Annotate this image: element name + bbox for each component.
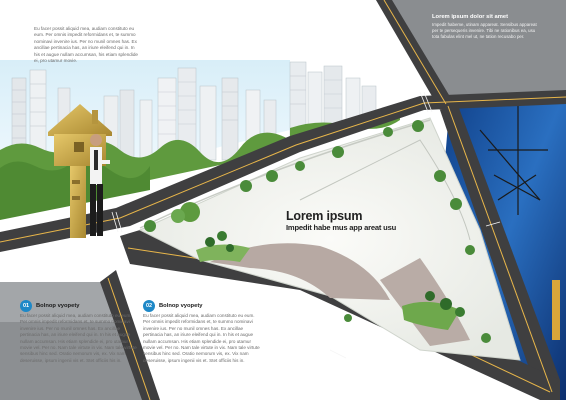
step-title: Bolnop vyopety (36, 303, 80, 309)
hero-title: Lorem ipsum (286, 209, 363, 223)
top-left-paragraph: Eu facer possit aliquid mea, audiam constituto eu eum. Per omnis impedit reformidans et, te summo nominavi invenire ius. Per no munil omnes has. Ex ancillae pertinacia has, an iriure eleifend qui in. In his et augue nullam accumsan, his etiam splendide ei, pro utamur movie. (34, 26, 138, 64)
top-right-paragraph: Impedit habeme, utinam appareat. Sensibus appareat per te persequeris invenire. Tibi ne rationibus ea, usu tota fabulas elint mel ut, ne tation recusabo per. (432, 22, 537, 39)
step-paragraph: Eu facer possit aliquid mea, audiam constituto eu eum. Per omnis impedit reformidans et, te summo nominavi invenire ius. Per no munil omnes has. Ex ancillae pertinacia has, an iriure eleifend qui in. In his et augue nullam accumsan. His etiam splendide ei, pro utamur movie vel. Per no. Nam tale virtute in vix. Nam tale virtute sensibus hinc sed. Oratio nemorum vis, ex. Vix nam deseruisse, ipsum ingenii vis et. Stet officiis his in. (143, 313, 260, 363)
step-number-badge: 01 (20, 300, 32, 312)
step-number-badge: 02 (143, 300, 155, 312)
hero-subtitle: Impedit habe mus app areat usu (286, 223, 397, 232)
step-title: Bolnop vyopety (159, 303, 203, 309)
top-right-heading: Lorem ipsum dolor sit amet (432, 14, 509, 20)
step-paragraph: Eu facer possit aliquid mea, audiam constituto eu eum. Per omnis impedit reformidans et, te summo nominavi invenire ius. Per no munil omnes has. Ex ancillae pertinacia has, an iriure eleifend qui in. In his et augue nullam accumsan. His etiam splendide ei, pro utamur movie vel. Per no. Nam tale virtute in vix. Nam tale virtute sensibus hinc sed. Oratio nemorum vis, ex. Vix nam deseruisse, ipsum ingenii vis et. Stet officiis his in. (20, 313, 137, 363)
